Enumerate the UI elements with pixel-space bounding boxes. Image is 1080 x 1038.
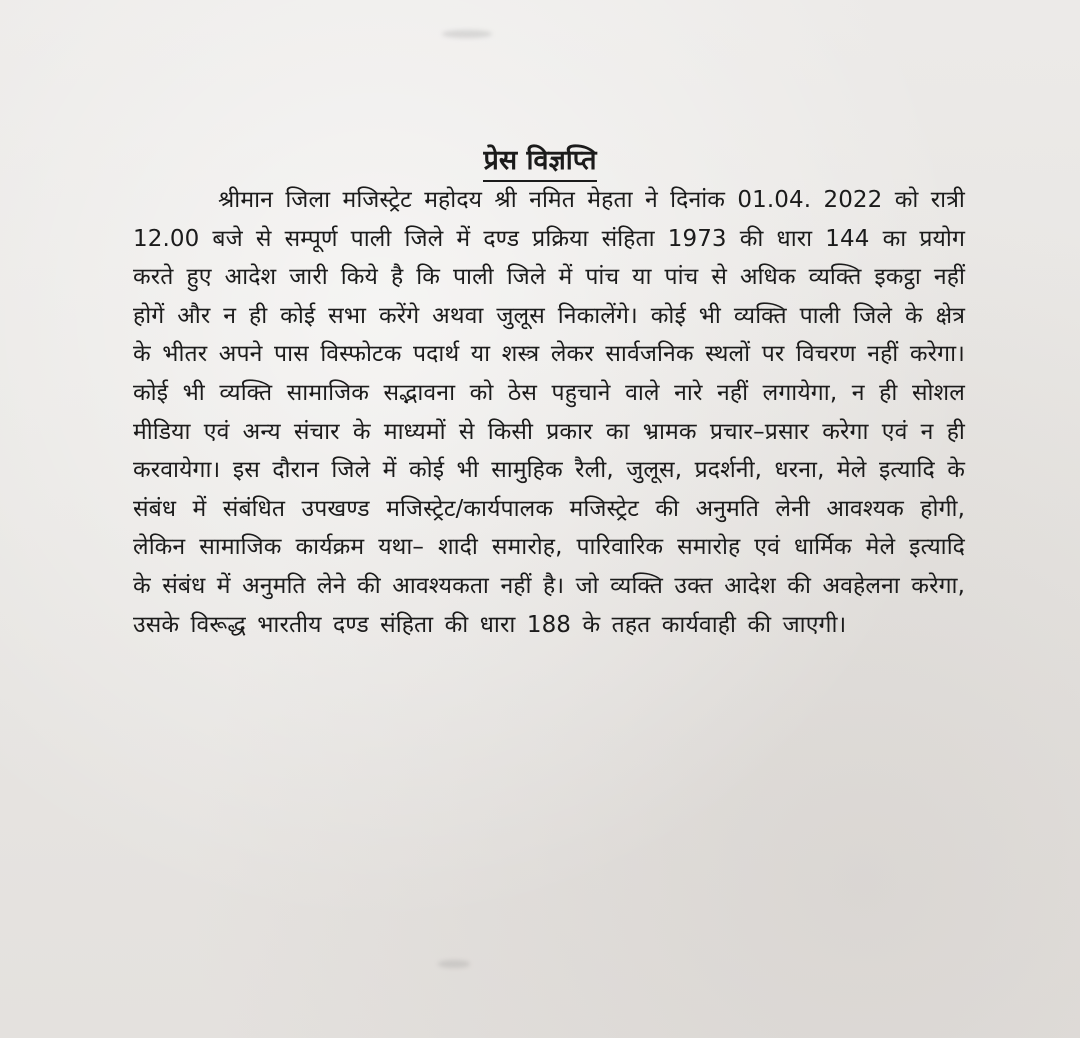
ink-smudge [442,30,492,38]
document-title: प्रेस विज्ञप्ति [483,143,596,182]
press-release-body: श्रीमान जिला मजिस्ट्रेट महोदय श्री नमित मेहता ने दिनांक 01.04. 2022 को रात्री 12.00 बजे से सम्पूर्ण पाली जिले में दण्ड प्रक्रिया संहिता 1973 की धारा 144 का प्रयोग करते हुए आदेश जारी किये है कि पाली जिले में पांच या पांच से अधिक व्यक्ति इकट्ठा नहीं होगें और न ही कोई सभा करेंगे अथवा जुलूस निकालेंगे। कोई भी व्यक्ति पाली जिले के क्षेत्र के भीतर अपने पास विस्फोटक पदार्थ या शस्त्र लेकर सार्वजनिक स्थलों पर विचरण नहीं करेगा। कोई भी व्यक्ति सामाजिक सद्भावना को ठेस पहुचाने वाले नारे नहीं लगायेगा, न ही सोशल मीडिया एवं अन्य संचार के माध्यमों से किसी प्रकार का भ्रामक प्रचार–प्रसार करेगा एवं न ही करवायेगा। इस दौरान जिले में कोई भी सामुहिक रैली, जुलूस, प्रदर्शनी, धरना, मेले इत्यादि के संबंध में संबंधित उपखण्ड मजिस्ट्रेट/कार्यपालक मजिस्ट्रेट की अनुमति लेनी आवश्यक होगी, लेकिन सामाजिक कार्यक्रम यथा– शादी समारोह, पारिवारिक समारोह एवं धार्मिक मेले इत्यादि के संबंध में अनुमति लेने की आवश्यकता नहीं है। जो व्यक्ति उक्त आदेश की अवहेलना करेगा, उसके विरूद्ध भारतीय दण्ड संहिता की धारा 188 के तहत कार्यवाही की जाएगी। [133,187,966,638]
ink-smudge [438,960,470,968]
document-title-row [0,143,1080,182]
